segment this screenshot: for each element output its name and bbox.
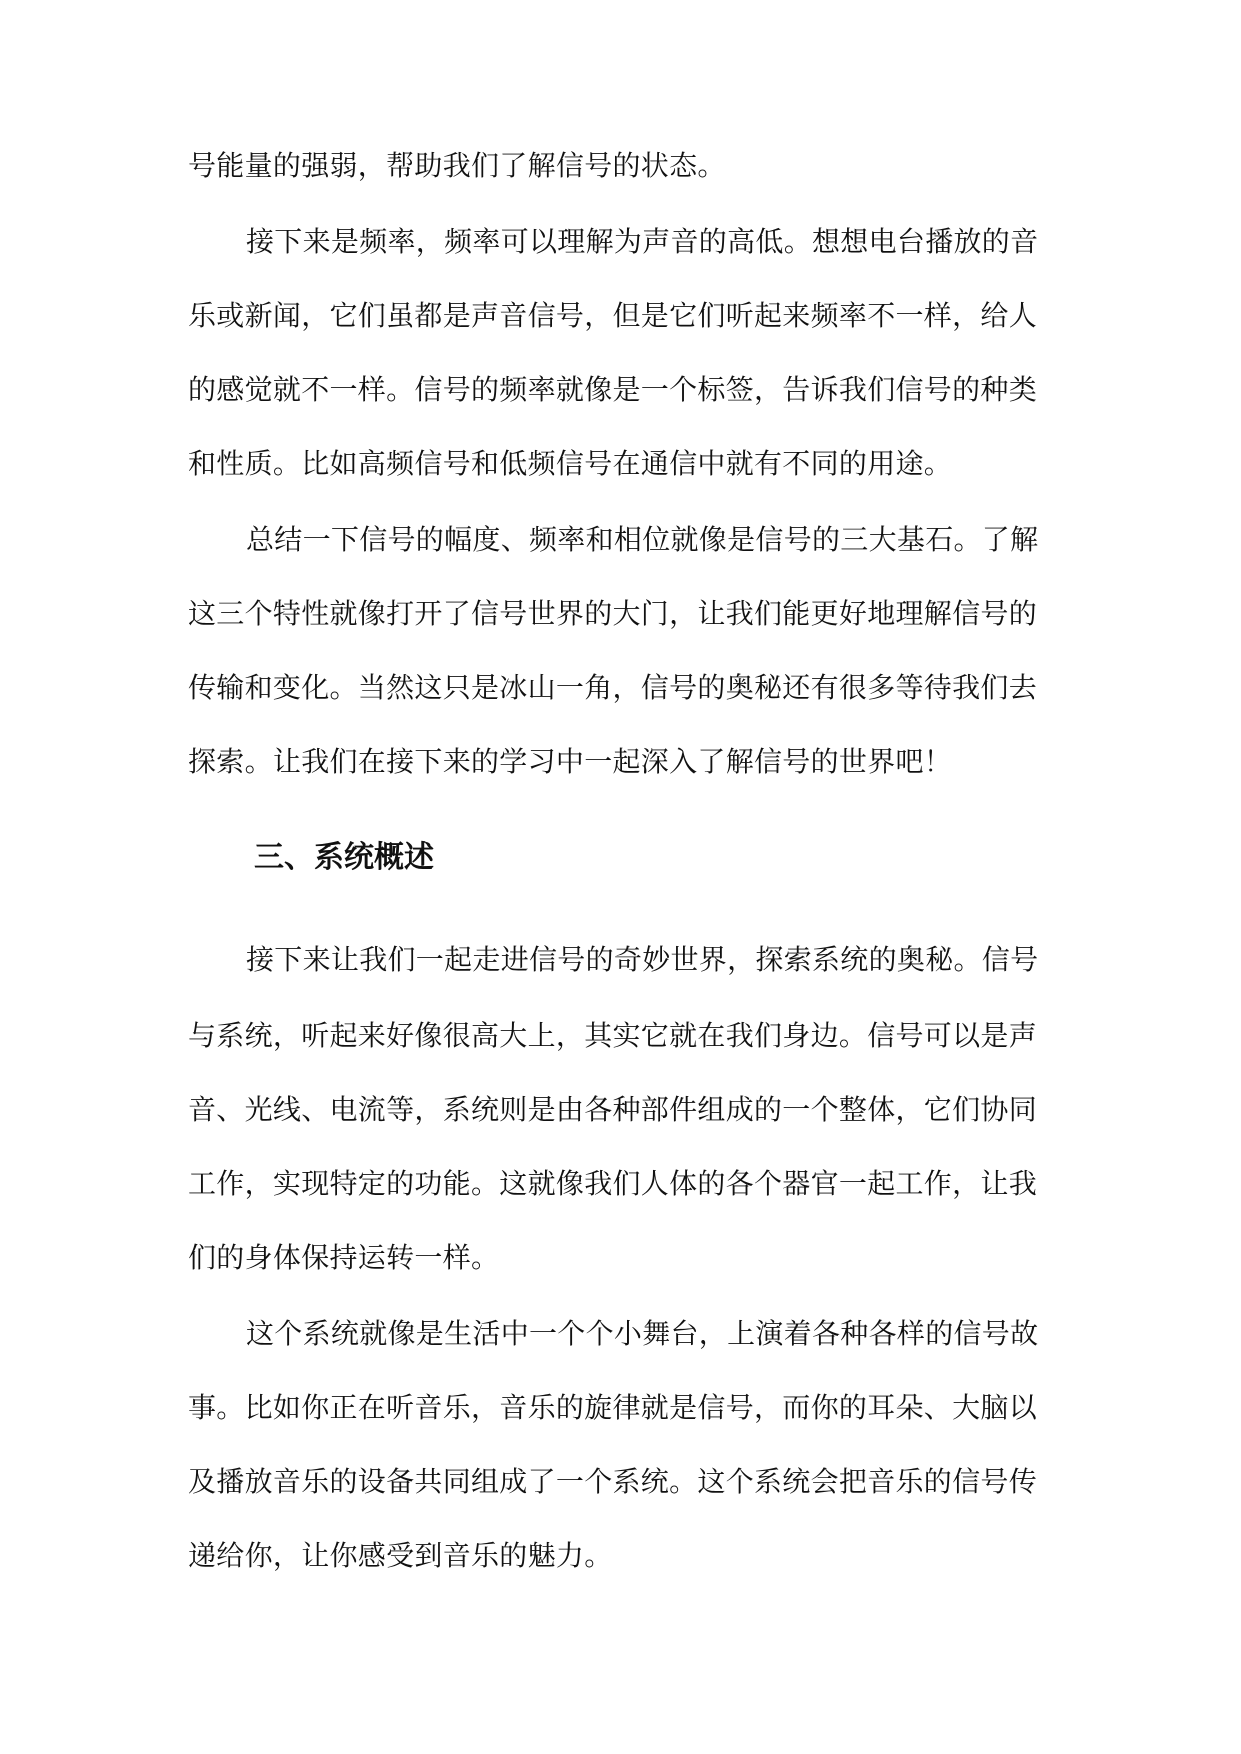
paragraph-line: 工作，实现特定的功能。这就像我们人体的各个器官一起工作，让我: [188, 1167, 1038, 1200]
paragraph-line: 传输和变化。当然这只是冰山一角，信号的奥秘还有很多等待我们去: [188, 671, 1038, 704]
paragraph-line: 总结一下信号的幅度、频率和相位就像是信号的三大基石。了解: [246, 523, 1039, 556]
paragraph-line: 和性质。比如高频信号和低频信号在通信中就有不同的用途。: [188, 447, 953, 480]
paragraph-line: 接下来让我们一起走进信号的奇妙世界，探索系统的奥秘。信号: [246, 943, 1039, 976]
paragraph-line: 这三个特性就像打开了信号世界的大门，让我们能更好地理解信号的: [188, 597, 1038, 630]
paragraph-line: 音、光线、电流等，系统则是由各种部件组成的一个整体，它们协同: [188, 1093, 1038, 1126]
paragraph-line: 乐或新闻，它们虽都是声音信号，但是它们听起来频率不一样，给人: [188, 299, 1038, 332]
paragraph-line: 这个系统就像是生活中一个个小舞台，上演着各种各样的信号故: [246, 1317, 1039, 1350]
paragraph-line: 号能量的强弱，帮助我们了解信号的状态。: [188, 149, 726, 182]
paragraph-line: 们的身体保持运转一样。: [188, 1241, 500, 1274]
section-heading: 三、系统概述: [254, 840, 434, 875]
paragraph-line: 接下来是频率，频率可以理解为声音的高低。想想电台播放的音: [246, 225, 1039, 258]
paragraph-line: 与系统，听起来好像很高大上，其实它就在我们身边。信号可以是声: [188, 1019, 1038, 1052]
paragraph-line: 及播放音乐的设备共同组成了一个系统。这个系统会把音乐的信号传: [188, 1465, 1038, 1498]
paragraph-line: 的感觉就不一样。信号的频率就像是一个标签，告诉我们信号的种类: [188, 373, 1038, 406]
paragraph-line: 递给你，让你感受到音乐的魅力。: [188, 1539, 613, 1572]
paragraph-line: 探索。让我们在接下来的学习中一起深入了解信号的世界吧！: [188, 745, 953, 778]
paragraph-line: 事。比如你正在听音乐，音乐的旋律就是信号，而你的耳朵、大脑以: [188, 1391, 1038, 1424]
